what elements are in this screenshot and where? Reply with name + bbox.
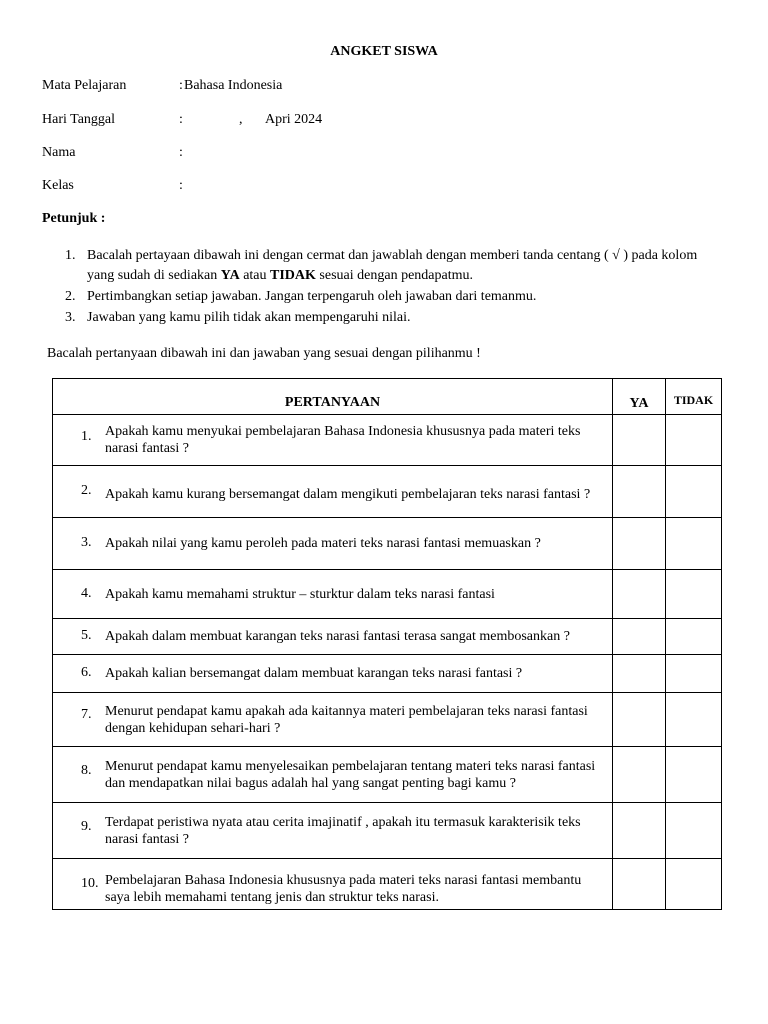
- answer-no-cell[interactable]: [666, 415, 722, 466]
- table-row: [53, 859, 722, 910]
- question-text: Apakah nilai yang kamu peroleh pada materi teks narasi fantasi memuaskan ?: [105, 536, 541, 551]
- question-cell: [53, 518, 613, 570]
- header-no: TIDAK: [666, 379, 722, 415]
- question-text: Pembelajaran Bahasa Indonesia khususnya pada materi teks narasi fantasi membantu saya lebih memahami tentang jenis dan struktur teks narasi.: [105, 873, 582, 905]
- question-text: Apakah kamu menyukai pembelajaran Bahasa Indonesia khususnya pada materi teks narasi fantasi ?: [105, 424, 581, 456]
- table-row: [53, 693, 722, 747]
- field-name-colon: :: [179, 145, 183, 160]
- intro-text: Bacalah pertanyaan dibawah ini dan jawaban yang sesuai dengan pilihanmu !: [47, 346, 481, 361]
- question-text: Terdapat peristiwa nyata atau cerita imajinatif , apakah itu termasuk karakterisik teks narasi fantasi ?: [105, 814, 581, 847]
- table-row: [53, 466, 722, 518]
- instruction-text: Pertimbangkan setiap jawaban. Jangan terpengaruh oleh jawaban dari temanmu.: [87, 289, 537, 304]
- answer-no-cell[interactable]: [666, 803, 722, 859]
- header-yes: YA: [613, 379, 666, 415]
- field-subject-label: Mata Pelajaran: [42, 78, 127, 93]
- table-row: [53, 619, 722, 655]
- answer-yes-cell[interactable]: [613, 415, 666, 466]
- answer-no-cell[interactable]: [666, 693, 722, 747]
- field-class-label: Kelas: [42, 178, 74, 193]
- field-date-label: Hari Tanggal: [42, 112, 116, 127]
- question-cell: [53, 466, 613, 518]
- answer-yes-cell[interactable]: [613, 619, 666, 655]
- field-subject-value: Bahasa Indonesia: [184, 78, 283, 93]
- answer-yes-cell[interactable]: [613, 466, 666, 518]
- question-cell: [53, 655, 613, 693]
- question-number: 6.: [81, 665, 92, 680]
- table-row: [53, 747, 722, 803]
- question-cell: [53, 693, 613, 747]
- question-number: 9.: [81, 819, 92, 834]
- table-header-row: [53, 379, 722, 415]
- header-question: PERTANYAAN: [53, 379, 613, 415]
- instruction-text: Bacalah pertayaan dibawah ini dengan cermat dan jawablah dengan memberi tanda centang ( √ ) pada kolom yang sudah di sediakan YA atau TIDAK sesuai dengan pendapatmu.: [87, 248, 698, 283]
- instruction-number: 3.: [65, 310, 76, 325]
- answer-yes-cell[interactable]: [613, 803, 666, 859]
- instruction-number: 1.: [65, 248, 76, 263]
- question-number: 10.: [81, 876, 99, 891]
- answer-no-cell[interactable]: [666, 518, 722, 570]
- question-number: 8.: [81, 763, 92, 778]
- question-text: Menurut pendapat kamu apakah ada kaitannya materi pembelajaran teks narasi fantasi dengan kehidupan sehari-hari ?: [105, 703, 588, 736]
- question-cell: [53, 619, 613, 655]
- answer-no-cell[interactable]: [666, 466, 722, 518]
- document-title: ANGKET SISWA: [330, 44, 438, 59]
- instructions-heading: Petunjuk :: [42, 211, 106, 226]
- questionnaire-table: [52, 378, 722, 910]
- field-name-label: Nama: [42, 145, 76, 160]
- table-row: [53, 415, 722, 466]
- answer-yes-cell[interactable]: [613, 693, 666, 747]
- question-cell: [53, 570, 613, 619]
- answer-yes-cell[interactable]: [613, 570, 666, 619]
- field-subject-colon: :: [179, 78, 183, 93]
- question-number: 3.: [81, 535, 92, 550]
- table-row: [53, 803, 722, 859]
- answer-no-cell[interactable]: [666, 570, 722, 619]
- answer-no-cell[interactable]: [666, 747, 722, 803]
- question-number: 7.: [81, 707, 92, 722]
- question-number: 4.: [81, 586, 92, 601]
- answer-no-cell[interactable]: [666, 619, 722, 655]
- question-text: Apakah kamu kurang bersemangat dalam mengikuti pembelajaran teks narasi fantasi ?: [105, 487, 591, 502]
- answer-yes-cell[interactable]: [613, 518, 666, 570]
- question-cell: [53, 415, 613, 466]
- question-number: 1.: [81, 429, 92, 444]
- field-date-value: Apri 2024: [265, 112, 323, 127]
- answer-yes-cell[interactable]: [613, 747, 666, 803]
- question-text: Apakah kalian bersemangat dalam membuat karangan teks narasi fantasi ?: [105, 666, 523, 681]
- answer-yes-cell[interactable]: [613, 655, 666, 693]
- question-cell: [53, 859, 613, 910]
- field-class-colon: :: [179, 178, 183, 193]
- answer-no-cell[interactable]: [666, 859, 722, 910]
- table-row: [53, 518, 722, 570]
- question-text: Menurut pendapat kamu menyelesaikan pembelajaran tentang materi teks narasi fantasi dan mendapatkan nilai bagus adalah hal yang sangat penting bagi kamu ?: [105, 758, 596, 791]
- question-cell: [53, 803, 613, 859]
- question-number: 2.: [81, 483, 92, 498]
- question-text: Apakah dalam membuat karangan teks narasi fantasi terasa sangat membosankan ?: [105, 629, 570, 644]
- field-date-comma: ,: [239, 112, 243, 127]
- field-date-colon: :: [179, 112, 183, 127]
- answer-no-cell[interactable]: [666, 655, 722, 693]
- question-cell: [53, 747, 613, 803]
- instruction-number: 2.: [65, 289, 76, 304]
- question-text: Apakah kamu memahami struktur – sturktur dalam teks narasi fantasi: [105, 586, 495, 602]
- question-number: 5.: [81, 628, 92, 643]
- instruction-text: Jawaban yang kamu pilih tidak akan mempengaruhi nilai.: [87, 310, 411, 325]
- table-row: [53, 655, 722, 693]
- table-row: [53, 570, 722, 619]
- answer-yes-cell[interactable]: [613, 859, 666, 910]
